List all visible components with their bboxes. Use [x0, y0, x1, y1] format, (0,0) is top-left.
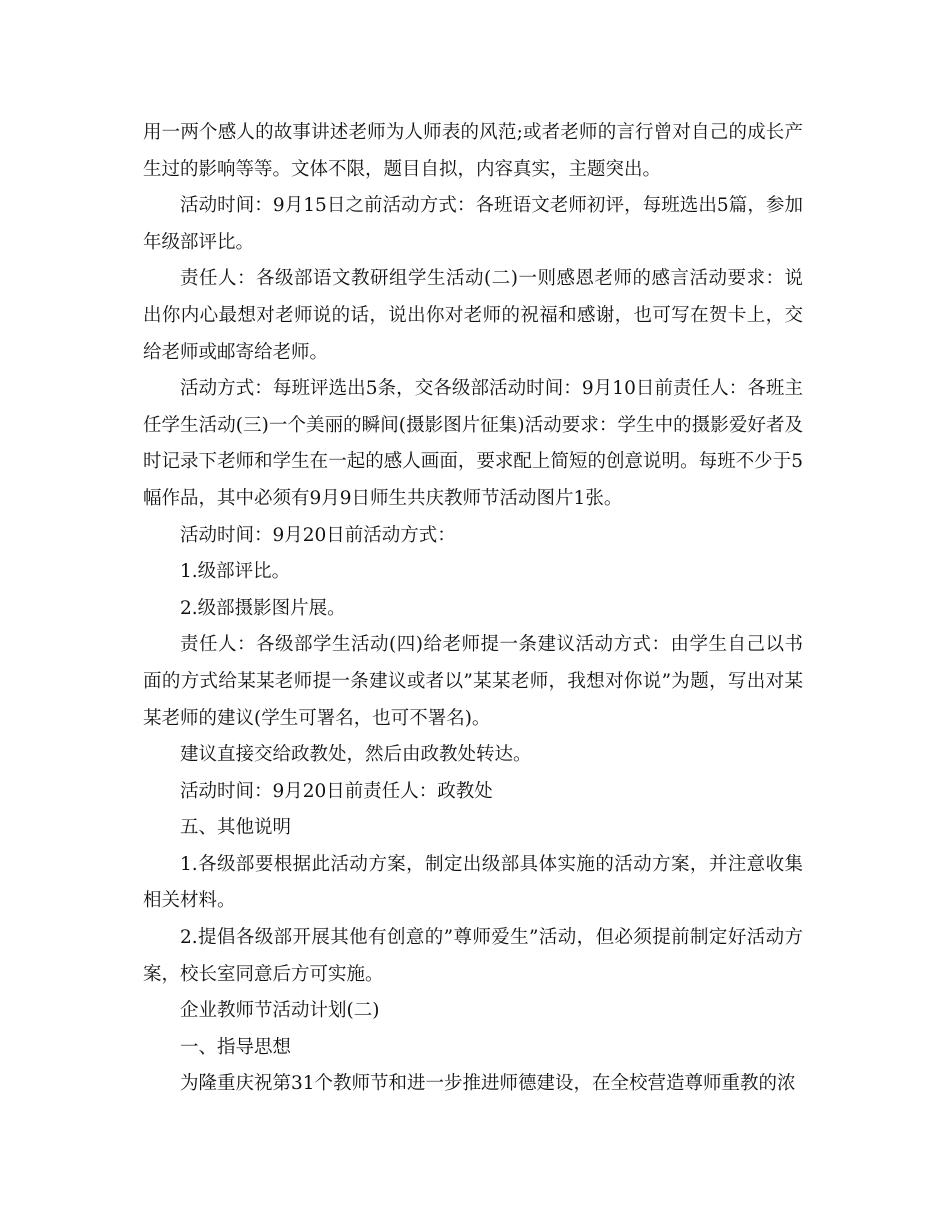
paragraph: 活动时间：9月20日前责任人：政教处 — [180, 780, 493, 802]
document-title: 企业教师节活动计划(二) — [180, 1000, 380, 1022]
paragraph: 活动时间：9月20日前活动方式： — [180, 524, 456, 546]
list-item: 1.各级部要根据此活动方案，制定出级部具体实施的活动方案，并注意收集相关材料。 — [143, 853, 803, 912]
list-item: 1.级部评比。 — [180, 561, 291, 583]
section-heading: 一、指导思想 — [180, 1036, 292, 1058]
paragraph: 活动方式：每班评选出5条，交各级部活动时间：9月10日前责任人：各班主任学生活动(三)一个美丽的瞬间(摄影图片征集)活动要求：学生中的摄影爱好者及时记录下老师和学生在一起的感人画面，要求配上简短的创意说明。每班不少于5幅作品，其中必须有9月9日师生共庆教师节活动图片1张。 — [143, 378, 803, 509]
paragraph: 责任人：各级部语文教研组学生活动(二)一则感恩老师的感言活动要求：说出你内心最想对老师说的话，说出你对老师的祝福和感谢，也可写在贺卡上，交给老师或邮寄给老师。 — [143, 268, 803, 363]
list-item: 2.提倡各级部开展其他有创意的”尊师爱生”活动，但必须提前制定好活动方案，校长室同意后方可实施。 — [143, 927, 803, 985]
paragraph: 活动时间：9月15日之前活动方式：各班语文老师初评，每班选出5篇，参加年级部评比。 — [143, 195, 803, 253]
paragraph: 建议直接交给政教处，然后由政教处转达。 — [180, 744, 532, 766]
paragraph: 责任人：各级部学生活动(四)给老师提一条建议活动方式：由学生自己以书面的方式给某某老师提一条建议或者以”某某老师，我想对你说”为题，写出对某某老师的建议(学生可署名，也可不署名)。 — [143, 634, 803, 729]
document-body — [143, 115, 803, 1103]
list-item: 2.级部摄影图片展。 — [180, 597, 346, 619]
section-heading: 五、其他说明 — [180, 817, 292, 839]
paragraph: 用一两个感人的故事讲述老师为人师表的风范;或者老师的言行曾对自己的成长产生过的影响等等。文体不限，题目自拟，内容真实，主题突出。 — [143, 122, 803, 180]
paragraph: 为隆重庆祝第31个教师节和进一步推进师德建设，在全校营造尊师重教的浓 — [180, 1073, 796, 1095]
